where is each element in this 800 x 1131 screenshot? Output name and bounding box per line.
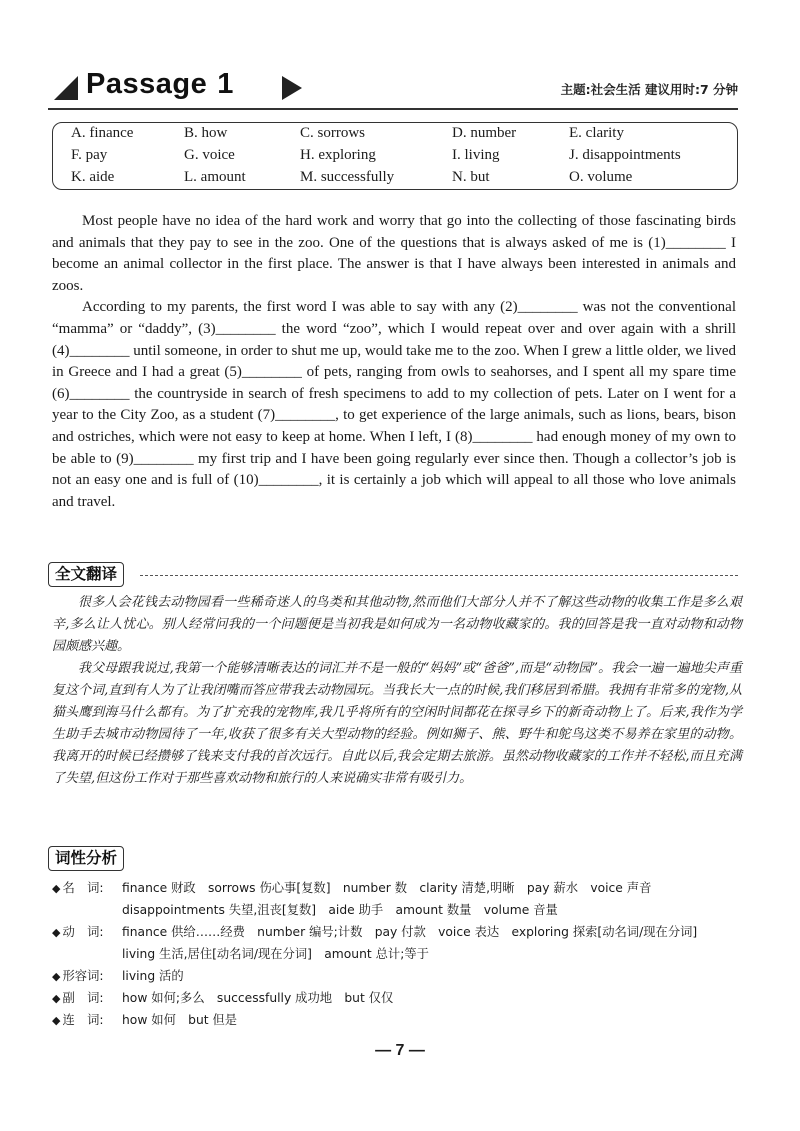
- word-option: C. sorrows: [300, 125, 366, 141]
- word-option: D. number: [452, 125, 517, 141]
- translation-header: [48, 562, 738, 588]
- analysis-item-text: finance 供给……经费 number 编号;计数 pay 付款 voice 表达 exploring 探索[动名词/现在分词] living 生活,居住[动名词/现在分词] amount 总计;等于: [122, 925, 710, 961]
- word-bank-row: [53, 125, 737, 146]
- word-option: H. exploring: [300, 147, 376, 163]
- word-option: I. living: [452, 147, 500, 163]
- analysis-item-label: 连 词:: [62, 1013, 104, 1027]
- diamond-bullet-icon: ◆: [52, 1014, 61, 1027]
- right-triangle-icon: [282, 76, 302, 100]
- word-option: K. aide: [71, 169, 115, 185]
- word-bank: [52, 122, 738, 190]
- translation-paragraph: 很多人会花钱去动物园看一些稀奇迷人的鸟类和其他动物,然而他们大部分人并不了解这些动物的收集工作是多么艰辛,多么让人忧心。别人经常问我的一个问题便是当初我是如何成为一名动物收藏家的。我的回答是我一直对动物和动物园颇感兴趣。: [52, 595, 742, 654]
- analysis-item-label: 形容词:: [62, 969, 104, 983]
- passage-paragraph: According to my parents, the first word I was able to say with any (2)________ was not the conventional “mamma” or “daddy”, (3)________ the word “zoo”, which I would repeat over and over again with a shrill (4)________ until someone, in order to shut me up, would take me to the zoo. When I grew a little older, we lived in Greece and I had a great (5)________ of pets, ranging from owls to seahorses, and I spent all my spare time (6)________ the countryside in search of fresh specimens to add to my collection of pets. Later on I went for a year to the City Zoo, as a student (7)________, to get experience of the large animals, such as lions, bears, bison and ostriches, which were not easy to keep at home. When I left, I (8)________ had enough money of my own to be able to (9)________ my first trip and I have been going regularly ever since then. Though a collector’s job is not an easy one and is full of (10)________, it is certainly a job which will appeal to all those who love animals and travel.: [52, 299, 736, 510]
- analysis-item: [52, 877, 742, 921]
- word-option: E. clarity: [569, 125, 624, 141]
- analysis-header: [48, 846, 738, 872]
- analysis-item: [52, 987, 742, 1009]
- word-option: N. but: [452, 169, 490, 185]
- passage-body: [52, 211, 736, 513]
- analysis-item-text: finance 财政 sorrows 伤心事[复数] number 数 clarity 清楚,明晰 pay 薪水 voice 声音 disappointments 失望,沮丧[复数] aide 助手 amount 数量 volume 音量: [122, 881, 664, 917]
- translation-body: [52, 592, 742, 790]
- analysis-item: [52, 921, 742, 965]
- header-rule: [48, 108, 738, 110]
- word-class-analysis: [52, 877, 742, 1031]
- translation-label: 全文翻译: [48, 562, 124, 587]
- analysis-item-label: 动 词:: [62, 925, 104, 939]
- analysis-item-text: how 如何 but 但是: [122, 1013, 238, 1027]
- diamond-bullet-icon: ◆: [52, 970, 61, 983]
- word-option: J. disappointments: [569, 147, 681, 163]
- word-option: G. voice: [184, 147, 235, 163]
- passage-title: [86, 68, 234, 101]
- word-bank-row: [53, 169, 737, 190]
- translation-paragraph: 我父母跟我说过,我第一个能够清晰表达的词汇并不是一般的“妈妈”或“爸爸”,而是“动物园”。我会一遍一遍地尖声重复这个词,直到有人为了让我闭嘴而答应带我去动物园玩。当我长大一点的时候,我们移居到希腊。我拥有非常多的宠物,从猫头鹰到海马什么都有。为了扩充我的宠物库,我几乎将所有的空闲时间都花在探寻乡下的新奇动物上了。后来,我作为学生助手去城市动物园待了一年,收获了很多有关大型动物的经验。例如狮子、熊、野牛和鸵鸟这类不易养在家里的动物。我离开的时候已经攒够了钱来支付我的首次远行。自此以后,我会定期去旅游。虽然动物收藏家的工作并不轻松,而且充满了失望,但这份工作对于那些喜欢动物和旅行的人来说确实非常有吸引力。: [52, 661, 742, 786]
- analysis-item-label: 名 词:: [62, 881, 104, 895]
- passage-paragraph: Most people have no idea of the hard work and worry that go into the collecting of those fascinating birds and animals that they pay to see in the zoo. One of the questions that is always asked of me is (1)________ I become an animal collector in the first place. The answer is that I have always been interested in animals and zoos.: [52, 213, 736, 294]
- word-bank-row: [53, 147, 737, 168]
- word-option: O. volume: [569, 169, 633, 185]
- left-triangle-icon: [54, 76, 78, 100]
- diamond-bullet-icon: ◆: [52, 926, 61, 939]
- word-option: A. finance: [71, 125, 134, 141]
- analysis-item-text: living 活的: [122, 969, 184, 983]
- analysis-item: [52, 965, 742, 987]
- diamond-bullet-icon: ◆: [52, 882, 61, 895]
- dashed-divider: [140, 575, 738, 576]
- analysis-item-label: 副 词:: [62, 991, 104, 1005]
- word-option: L. amount: [184, 169, 246, 185]
- title-word: Passage: [86, 68, 208, 100]
- page-number: — 7 —: [375, 1042, 425, 1059]
- word-option: F. pay: [71, 147, 108, 163]
- passage-header: [48, 66, 738, 110]
- word-option: M. successfully: [300, 169, 395, 185]
- analysis-item: [52, 1009, 742, 1031]
- topic-info: 主题:社会生活 建议用时:7 分钟: [560, 82, 738, 97]
- analysis-label: 词性分析: [48, 846, 124, 871]
- title-number: 1: [217, 68, 234, 100]
- word-option: B. how: [184, 125, 228, 141]
- analysis-item-text: how 如何;多么 successfully 成功地 but 仅仅: [122, 991, 394, 1005]
- diamond-bullet-icon: ◆: [52, 992, 61, 1005]
